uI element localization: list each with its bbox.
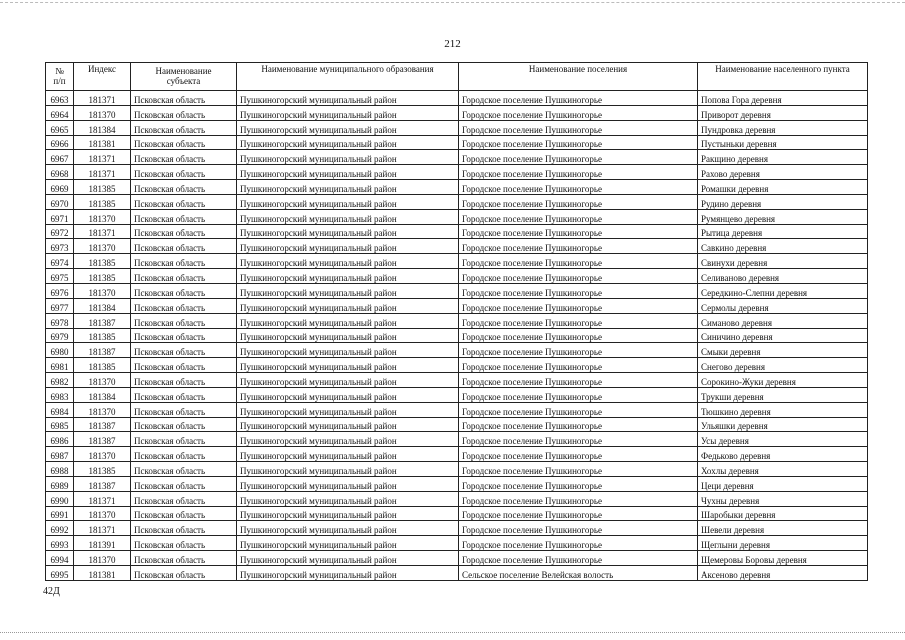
cell-municipality: Пушкиногорский муниципальный район bbox=[237, 91, 459, 106]
scan-edge-top bbox=[0, 2, 905, 3]
header-municipality: Наименование муниципального образования bbox=[237, 63, 459, 91]
cell-subject: Псковская область bbox=[131, 180, 237, 195]
cell-subject: Псковская область bbox=[131, 150, 237, 165]
cell-locality: Приворот деревня bbox=[698, 105, 868, 120]
cell-settlement: Городское поселение Пушкиногорье bbox=[459, 165, 698, 180]
cell-municipality: Пушкиногорский муниципальный район bbox=[237, 239, 459, 254]
table-row bbox=[46, 239, 868, 254]
cell-subject: Псковская область bbox=[131, 476, 237, 491]
cell-number: 6970 bbox=[46, 194, 74, 209]
page-number: 212 bbox=[444, 38, 461, 50]
cell-settlement: Городское поселение Пушкиногорье bbox=[459, 343, 698, 358]
cell-index: 181385 bbox=[74, 180, 131, 195]
cell-settlement: Городское поселение Пушкиногорье bbox=[459, 313, 698, 328]
cell-subject: Псковская область bbox=[131, 373, 237, 388]
cell-number: 6986 bbox=[46, 432, 74, 447]
cell-number: 6984 bbox=[46, 402, 74, 417]
cell-number: 6974 bbox=[46, 254, 74, 269]
cell-locality: Селиваново деревня bbox=[698, 269, 868, 284]
footer-code: 42Д bbox=[43, 586, 60, 597]
cell-locality: Сорокино-Жуки деревня bbox=[698, 373, 868, 388]
cell-locality: Ромашки деревня bbox=[698, 180, 868, 195]
cell-index: 181370 bbox=[74, 209, 131, 224]
cell-locality: Трукши деревня bbox=[698, 387, 868, 402]
table-row bbox=[46, 387, 868, 402]
cell-settlement: Сельское поселение Велейская волость bbox=[459, 566, 698, 581]
cell-index: 181370 bbox=[74, 551, 131, 566]
cell-subject: Псковская область bbox=[131, 105, 237, 120]
cell-municipality: Пушкиногорский муниципальный район bbox=[237, 417, 459, 432]
cell-settlement: Городское поселение Пушкиногорье bbox=[459, 402, 698, 417]
header-subject: Наименование субъекта bbox=[131, 63, 237, 91]
cell-number: 6982 bbox=[46, 373, 74, 388]
cell-subject: Псковская область bbox=[131, 491, 237, 506]
cell-subject: Псковская область bbox=[131, 194, 237, 209]
cell-locality: Свинухи деревня bbox=[698, 254, 868, 269]
cell-number: 6967 bbox=[46, 150, 74, 165]
cell-locality: Савкино деревня bbox=[698, 239, 868, 254]
cell-number: 6979 bbox=[46, 328, 74, 343]
cell-municipality: Пушкиногорский муниципальный район bbox=[237, 209, 459, 224]
table-row bbox=[46, 447, 868, 462]
cell-index: 181381 bbox=[74, 566, 131, 581]
cell-number: 6976 bbox=[46, 283, 74, 298]
cell-subject: Псковская область bbox=[131, 343, 237, 358]
table-row bbox=[46, 476, 868, 491]
table-row bbox=[46, 551, 868, 566]
cell-locality: Смыки деревня bbox=[698, 343, 868, 358]
table-row bbox=[46, 536, 868, 551]
cell-municipality: Пушкиногорский муниципальный район bbox=[237, 254, 459, 269]
cell-index: 181385 bbox=[74, 194, 131, 209]
cell-locality: Федьково деревня bbox=[698, 447, 868, 462]
cell-settlement: Городское поселение Пушкиногорье bbox=[459, 387, 698, 402]
table-body bbox=[46, 91, 868, 581]
cell-index: 181370 bbox=[74, 283, 131, 298]
table-row bbox=[46, 254, 868, 269]
cell-number: 6977 bbox=[46, 298, 74, 313]
cell-subject: Псковская область bbox=[131, 328, 237, 343]
cell-index: 181391 bbox=[74, 536, 131, 551]
cell-municipality: Пушкиногорский муниципальный район bbox=[237, 536, 459, 551]
cell-number: 6992 bbox=[46, 521, 74, 536]
cell-settlement: Городское поселение Пушкиногорье bbox=[459, 224, 698, 239]
table-row bbox=[46, 194, 868, 209]
cell-index: 181381 bbox=[74, 135, 131, 150]
cell-settlement: Городское поселение Пушкиногорье bbox=[459, 491, 698, 506]
cell-settlement: Городское поселение Пушкиногорье bbox=[459, 254, 698, 269]
cell-index: 181387 bbox=[74, 432, 131, 447]
cell-subject: Псковская область bbox=[131, 313, 237, 328]
cell-locality: Рахово деревня bbox=[698, 165, 868, 180]
cell-index: 181370 bbox=[74, 402, 131, 417]
cell-municipality: Пушкиногорский муниципальный район bbox=[237, 402, 459, 417]
cell-locality: Аксеново деревня bbox=[698, 566, 868, 581]
cell-locality: Пундровка деревня bbox=[698, 120, 868, 135]
cell-settlement: Городское поселение Пушкиногорье bbox=[459, 91, 698, 106]
cell-settlement: Городское поселение Пушкиногорье bbox=[459, 328, 698, 343]
cell-number: 6989 bbox=[46, 476, 74, 491]
cell-locality: Синичино деревня bbox=[698, 328, 868, 343]
table-row bbox=[46, 224, 868, 239]
cell-locality: Румянцево деревня bbox=[698, 209, 868, 224]
cell-settlement: Городское поселение Пушкиногорье bbox=[459, 373, 698, 388]
cell-subject: Псковская область bbox=[131, 298, 237, 313]
cell-municipality: Пушкиногорский муниципальный район bbox=[237, 506, 459, 521]
table-row bbox=[46, 105, 868, 120]
cell-index: 181371 bbox=[74, 491, 131, 506]
cell-subject: Псковская область bbox=[131, 358, 237, 373]
cell-locality: Симаново деревня bbox=[698, 313, 868, 328]
table-row bbox=[46, 283, 868, 298]
cell-locality: Ульяшки деревня bbox=[698, 417, 868, 432]
cell-index: 181385 bbox=[74, 462, 131, 477]
cell-settlement: Городское поселение Пушкиногорье bbox=[459, 269, 698, 284]
cell-settlement: Городское поселение Пушкиногорье bbox=[459, 417, 698, 432]
cell-index: 181385 bbox=[74, 328, 131, 343]
cell-municipality: Пушкиногорский муниципальный район bbox=[237, 105, 459, 120]
cell-subject: Псковская область bbox=[131, 254, 237, 269]
cell-index: 181384 bbox=[74, 298, 131, 313]
cell-municipality: Пушкиногорский муниципальный район bbox=[237, 358, 459, 373]
cell-subject: Псковская область bbox=[131, 551, 237, 566]
cell-municipality: Пушкиногорский муниципальный район bbox=[237, 224, 459, 239]
cell-settlement: Городское поселение Пушкиногорье bbox=[459, 150, 698, 165]
cell-municipality: Пушкиногорский муниципальный район bbox=[237, 521, 459, 536]
cell-number: 6965 bbox=[46, 120, 74, 135]
table-row bbox=[46, 432, 868, 447]
cell-index: 181370 bbox=[74, 239, 131, 254]
cell-municipality: Пушкиногорский муниципальный район bbox=[237, 313, 459, 328]
table-row bbox=[46, 506, 868, 521]
cell-number: 6988 bbox=[46, 462, 74, 477]
cell-number: 6963 bbox=[46, 91, 74, 106]
cell-subject: Псковская область bbox=[131, 521, 237, 536]
cell-number: 6995 bbox=[46, 566, 74, 581]
cell-number: 6971 bbox=[46, 209, 74, 224]
cell-settlement: Городское поселение Пушкиногорье bbox=[459, 239, 698, 254]
cell-index: 181387 bbox=[74, 343, 131, 358]
cell-municipality: Пушкиногорский муниципальный район bbox=[237, 476, 459, 491]
cell-number: 6980 bbox=[46, 343, 74, 358]
cell-municipality: Пушкиногорский муниципальный район bbox=[237, 447, 459, 462]
cell-municipality: Пушкиногорский муниципальный район bbox=[237, 283, 459, 298]
cell-number: 6966 bbox=[46, 135, 74, 150]
cell-number: 6964 bbox=[46, 105, 74, 120]
table-row bbox=[46, 328, 868, 343]
cell-municipality: Пушкиногорский муниципальный район bbox=[237, 343, 459, 358]
cell-municipality: Пушкиногорский муниципальный район bbox=[237, 566, 459, 581]
cell-locality: Середкино-Слепни деревня bbox=[698, 283, 868, 298]
cell-number: 6968 bbox=[46, 165, 74, 180]
cell-index: 181385 bbox=[74, 254, 131, 269]
cell-locality: Ракщино деревня bbox=[698, 150, 868, 165]
cell-index: 181387 bbox=[74, 417, 131, 432]
cell-settlement: Городское поселение Пушкиногорье bbox=[459, 298, 698, 313]
cell-locality: Попова Гора деревня bbox=[698, 91, 868, 106]
cell-subject: Псковская область bbox=[131, 269, 237, 284]
cell-municipality: Пушкиногорский муниципальный район bbox=[237, 462, 459, 477]
table-row bbox=[46, 417, 868, 432]
cell-settlement: Городское поселение Пушкиногорье bbox=[459, 506, 698, 521]
table-row bbox=[46, 120, 868, 135]
cell-settlement: Городское поселение Пушкиногорье bbox=[459, 120, 698, 135]
cell-index: 181387 bbox=[74, 476, 131, 491]
cell-settlement: Городское поселение Пушкиногорье bbox=[459, 135, 698, 150]
cell-locality: Рытица деревня bbox=[698, 224, 868, 239]
cell-locality: Пустыньки деревня bbox=[698, 135, 868, 150]
cell-subject: Псковская область bbox=[131, 224, 237, 239]
table-row bbox=[46, 491, 868, 506]
table-row bbox=[46, 402, 868, 417]
cell-locality: Хохлы деревня bbox=[698, 462, 868, 477]
cell-index: 181370 bbox=[74, 447, 131, 462]
cell-number: 6975 bbox=[46, 269, 74, 284]
cell-index: 181370 bbox=[74, 506, 131, 521]
cell-locality: Щемеровы Боровы деревня bbox=[698, 551, 868, 566]
cell-municipality: Пушкиногорский муниципальный район bbox=[237, 165, 459, 180]
cell-number: 6985 bbox=[46, 417, 74, 432]
cell-number: 6991 bbox=[46, 506, 74, 521]
cell-settlement: Городское поселение Пушкиногорье bbox=[459, 462, 698, 477]
cell-number: 6981 bbox=[46, 358, 74, 373]
table-row bbox=[46, 135, 868, 150]
cell-settlement: Городское поселение Пушкиногорье bbox=[459, 358, 698, 373]
cell-subject: Псковская область bbox=[131, 402, 237, 417]
cell-subject: Псковская область bbox=[131, 462, 237, 477]
table-row bbox=[46, 566, 868, 581]
cell-settlement: Городское поселение Пушкиногорье bbox=[459, 283, 698, 298]
cell-subject: Псковская область bbox=[131, 417, 237, 432]
cell-subject: Псковская область bbox=[131, 566, 237, 581]
cell-locality: Чухны деревня bbox=[698, 491, 868, 506]
cell-settlement: Городское поселение Пушкиногорье bbox=[459, 476, 698, 491]
table-row bbox=[46, 373, 868, 388]
table-row bbox=[46, 313, 868, 328]
cell-subject: Псковская область bbox=[131, 165, 237, 180]
cell-municipality: Пушкиногорский муниципальный район bbox=[237, 298, 459, 313]
cell-locality: Рудино деревня bbox=[698, 194, 868, 209]
cell-index: 181371 bbox=[74, 150, 131, 165]
cell-subject: Псковская область bbox=[131, 239, 237, 254]
cell-number: 6978 bbox=[46, 313, 74, 328]
cell-settlement: Городское поселение Пушкиногорье bbox=[459, 536, 698, 551]
table-row bbox=[46, 165, 868, 180]
cell-municipality: Пушкиногорский муниципальный район bbox=[237, 120, 459, 135]
cell-settlement: Городское поселение Пушкиногорье bbox=[459, 521, 698, 536]
registry-table bbox=[45, 62, 868, 581]
header-locality: Наименование населенного пункта bbox=[698, 63, 868, 91]
cell-municipality: Пушкиногорский муниципальный район bbox=[237, 551, 459, 566]
header-num: № п/п bbox=[46, 63, 74, 91]
cell-municipality: Пушкиногорский муниципальный район bbox=[237, 432, 459, 447]
cell-subject: Псковская область bbox=[131, 209, 237, 224]
cell-municipality: Пушкиногорский муниципальный район bbox=[237, 180, 459, 195]
table-row bbox=[46, 269, 868, 284]
cell-index: 181371 bbox=[74, 165, 131, 180]
cell-index: 181371 bbox=[74, 224, 131, 239]
cell-municipality: Пушкиногорский муниципальный район bbox=[237, 269, 459, 284]
table-row bbox=[46, 343, 868, 358]
cell-settlement: Городское поселение Пушкиногорье bbox=[459, 194, 698, 209]
cell-number: 6987 bbox=[46, 447, 74, 462]
cell-locality: Снегово деревня bbox=[698, 358, 868, 373]
cell-subject: Псковская область bbox=[131, 387, 237, 402]
cell-locality: Усы деревня bbox=[698, 432, 868, 447]
cell-municipality: Пушкиногорский муниципальный район bbox=[237, 328, 459, 343]
cell-settlement: Городское поселение Пушкиногорье bbox=[459, 551, 698, 566]
table-row bbox=[46, 91, 868, 106]
cell-subject: Псковская область bbox=[131, 283, 237, 298]
table-row bbox=[46, 180, 868, 195]
header-settlement: Наименование поселения bbox=[459, 63, 698, 91]
header-row bbox=[46, 63, 868, 91]
cell-municipality: Пушкиногорский муниципальный район bbox=[237, 373, 459, 388]
cell-locality: Шаробыки деревня bbox=[698, 506, 868, 521]
cell-locality: Цеци деревня bbox=[698, 476, 868, 491]
cell-settlement: Городское поселение Пушкиногорье bbox=[459, 432, 698, 447]
cell-settlement: Городское поселение Пушкиногорье bbox=[459, 105, 698, 120]
cell-settlement: Городское поселение Пушкиногорье bbox=[459, 447, 698, 462]
table-row bbox=[46, 209, 868, 224]
cell-index: 181385 bbox=[74, 358, 131, 373]
cell-subject: Псковская область bbox=[131, 432, 237, 447]
cell-number: 6994 bbox=[46, 551, 74, 566]
cell-number: 6983 bbox=[46, 387, 74, 402]
cell-index: 181370 bbox=[74, 105, 131, 120]
cell-municipality: Пушкиногорский муниципальный район bbox=[237, 387, 459, 402]
cell-municipality: Пушкиногорский муниципальный район bbox=[237, 194, 459, 209]
cell-subject: Псковская область bbox=[131, 120, 237, 135]
cell-index: 181384 bbox=[74, 387, 131, 402]
table-row bbox=[46, 521, 868, 536]
header-index: Индекс bbox=[74, 63, 131, 91]
table-row bbox=[46, 150, 868, 165]
cell-subject: Псковская область bbox=[131, 506, 237, 521]
cell-settlement: Городское поселение Пушкиногорье bbox=[459, 180, 698, 195]
cell-number: 6993 bbox=[46, 536, 74, 551]
table-row bbox=[46, 298, 868, 313]
cell-locality: Шевели деревня bbox=[698, 521, 868, 536]
cell-index: 181384 bbox=[74, 120, 131, 135]
cell-settlement: Городское поселение Пушкиногорье bbox=[459, 209, 698, 224]
cell-number: 6973 bbox=[46, 239, 74, 254]
cell-locality: Щеглыни деревня bbox=[698, 536, 868, 551]
cell-municipality: Пушкиногорский муниципальный район bbox=[237, 135, 459, 150]
scan-edge-bottom bbox=[0, 632, 905, 633]
table-row bbox=[46, 462, 868, 477]
cell-locality: Сермолы деревня bbox=[698, 298, 868, 313]
cell-index: 181385 bbox=[74, 269, 131, 284]
cell-index: 181371 bbox=[74, 91, 131, 106]
cell-locality: Тюшкино деревня bbox=[698, 402, 868, 417]
cell-index: 181370 bbox=[74, 373, 131, 388]
cell-subject: Псковская область bbox=[131, 135, 237, 150]
cell-number: 6990 bbox=[46, 491, 74, 506]
cell-number: 6972 bbox=[46, 224, 74, 239]
table-row bbox=[46, 358, 868, 373]
cell-index: 181371 bbox=[74, 521, 131, 536]
cell-index: 181387 bbox=[74, 313, 131, 328]
cell-subject: Псковская область bbox=[131, 536, 237, 551]
cell-number: 6969 bbox=[46, 180, 74, 195]
cell-municipality: Пушкиногорский муниципальный район bbox=[237, 491, 459, 506]
cell-subject: Псковская область bbox=[131, 91, 237, 106]
cell-subject: Псковская область bbox=[131, 447, 237, 462]
table-header bbox=[46, 63, 868, 91]
cell-municipality: Пушкиногорский муниципальный район bbox=[237, 150, 459, 165]
